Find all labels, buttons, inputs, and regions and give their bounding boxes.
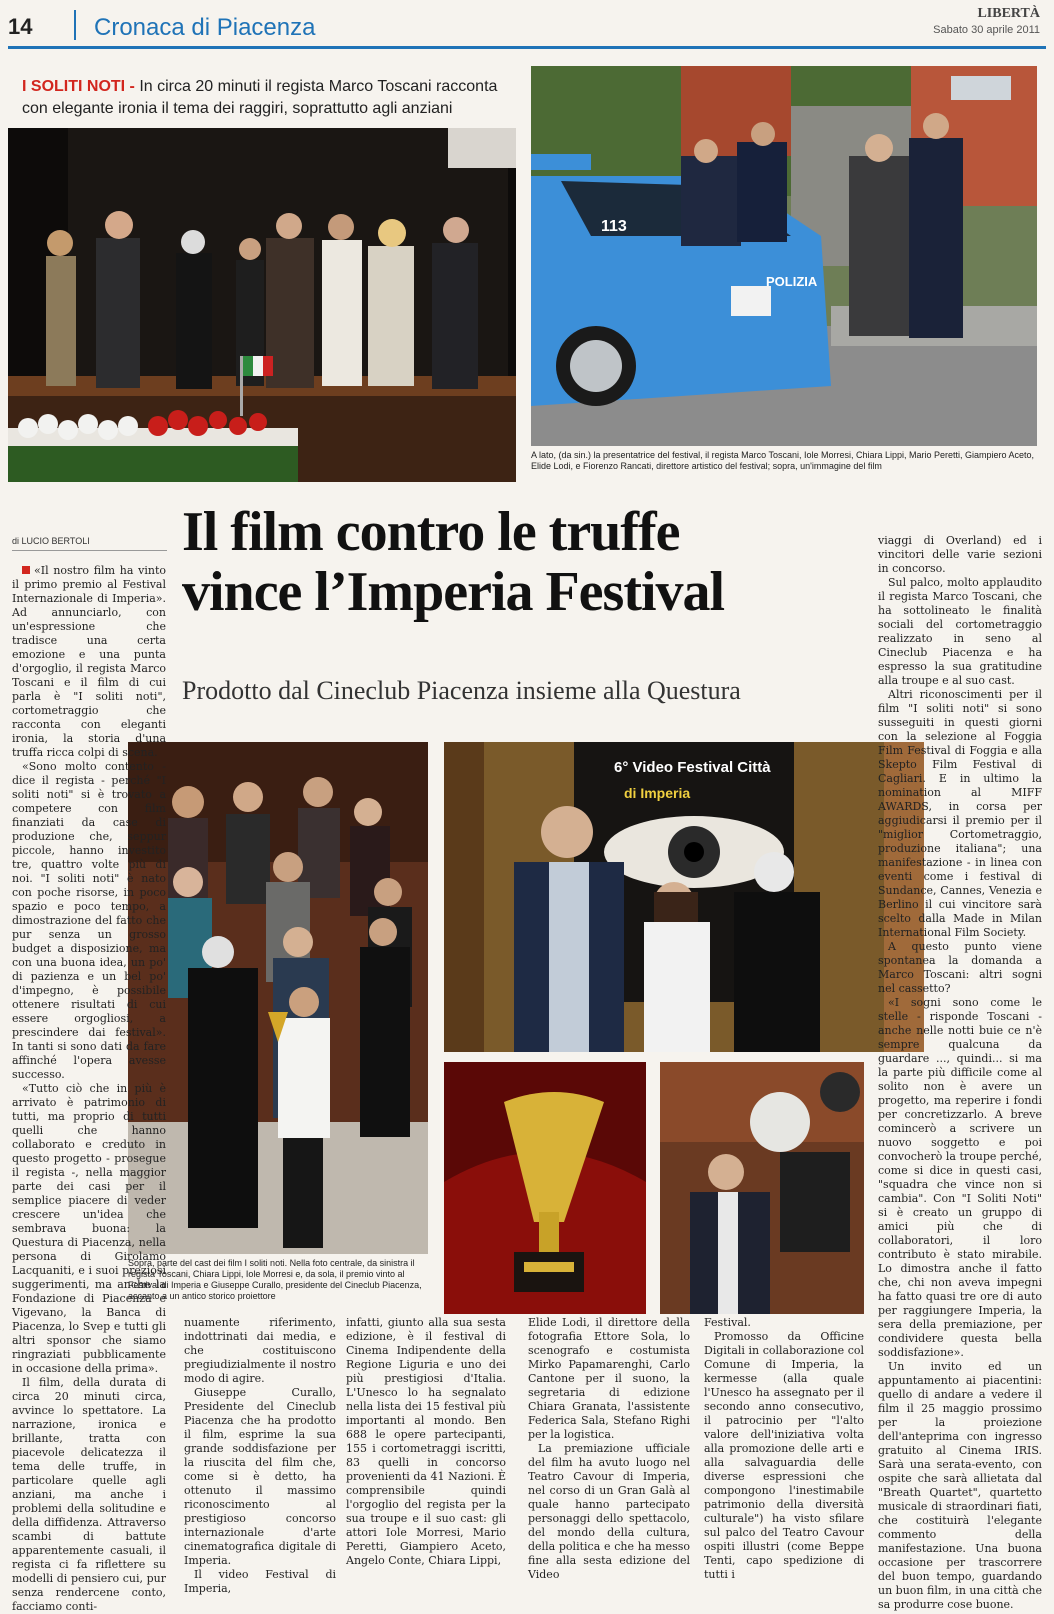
paragraph: Il video Festival di Imperia, (184, 1568, 336, 1595)
header-rule (8, 46, 1046, 49)
article-column-4 (528, 1316, 690, 1581)
page-number: 14 (8, 14, 33, 39)
paragraph: Sul palco, molto applaudito il regista Marco Toscani, che ha sottolineato le finalità sociali del cortometraggio realizzato in seno al Cineclub Piacenza e ha espresso la sua gratitudine alla troupe e al suo cast. (878, 576, 1042, 687)
article-column-2 (184, 1316, 336, 1595)
projector-photo (660, 1062, 864, 1314)
middle-photo-caption: Sopra, parte del cast dei film I soliti noti. Nella foto centrale, da sinistra il regista Toscani, Chiara Lippi, Iole Morresi e, da sola, il premio vinto al Festival di Imperia e Giuseppe Curallo, presidente del Cineclub Piacenza, accanto a un antico storico proiettore (128, 1258, 422, 1301)
article-start-marker (22, 566, 30, 574)
trophy-photo (444, 1062, 646, 1314)
paragraph: Promosso da Officine Digitali in collaborazione col Comune di Imperia, la kermesse (alla quale l'Unesco ha assegnato per il secondo anno consecutivo, il patrocinio per "l'alto valore dell'iniziativa volta alla promozione delle arti e alla salvaguardia delle diverse espressioni che compongono l'inestimabile patrimonio della diversità culturale") ha visto sfilare sul palco del Teatro Cavour ospiti illustri (come Beppe Tenti, capo spedizione di tutti i (704, 1330, 864, 1581)
paragraph: Altri riconoscimenti per il film "I soliti noti" si sono susseguiti in questi giorni con la selezione al Foggia Film Festival di Foggia e alla Skepto Film Festival di Cagliari. E in ultimo la nomination al MIFF AWARDS, in corsa per aggiudicarsi il premio per il "miglior Cortometraggio, produzione italiana"; una manifestazione - in linea con eventi come i festival di Sundance, Cannes, Venezia e Berlino il cui vincitore sarà scelto dalla Made in Milan International Film Society. (878, 688, 1042, 939)
paragraph: viaggi di Overland) ed i vincitori delle varie sezioni in concorso. (878, 534, 1042, 575)
paragraph: infatti, giunto alla sua sesta edizione, è il festival di Cinema Indipendente della Regione Liguria e uno dei più prestigiosi d'Italia. L'Unesco lo ha segnalato nella lista dei 15 festival più importanti al mondo. Ben 688 le opere partecipanti, 155 i cortometraggi iscritti, 83 quelli in concorso provenienti da 41 Nazioni. È comprensibile quindi l'orgoglio del regista per la sua troupe e il suo cast: gli attori Iole Morresi, Mario Peretti, Giampiero Aceto, Angelo Conte, Chiara Lippi, (346, 1316, 506, 1567)
kicker-text: In circa 20 minuti il regista Marco Toscani racconta con elegante ironia il tema dei raggiri, soprattutto agli anziani (22, 78, 498, 117)
byline: di LUCIO BERTOLI (12, 536, 90, 546)
paragraph: «Tutto ciò che in più è arrivato è patrimonio di tutti, ma proprio di tutti quelli che hanno collaborato e creduto in questo progetto - prosegue il regista -, nella maggior parte dei casi per il semplice piacere di veder crescere un'idea che sembrava buona: la Questura di Piacenza, nella persona di Girolamo Lacquaniti, e i suoi preziosi suggerimenti, ma anche la Fondazione di Piacenza e Vigevano, la Banca di Piacenza, lo Svep e tutti gli altri sponsor che siamo ringraziati pubblicamente in occasione della prima». (12, 1082, 166, 1375)
top-photo-caption: A lato, (da sin.) la presentatrice del festival, il regista Marco Toscani, Iole Morresi, Chiara Lippi, Mario Peretti, Giampiero Aceto, Elide Lodi, e Fiorenzo Rancati, direttore artistico del festival; sopra, un'immagine del film (531, 450, 1035, 471)
festival-banner-line2: di Imperia (624, 785, 691, 801)
paragraph: Elide Lodi, il direttore della fotografia Ettore Sola, lo scenografo e costumista Mirko Papamarenghi, Carlo Cantone per il suono, la segretaria di edizione Chiara Granata, l'assistente Federica Sala, Stefano Righi per la logistica. (528, 1316, 690, 1441)
stage-photo (8, 128, 516, 482)
paragraph: La premiazione ufficiale del film ha avuto luogo nel Teatro Cavour di Imperia, nel corso di un Gran Galà al quale hanno partecipato personaggi dello spettacolo, del mondo della cultura, della politica e che ha messo fine alla sesta edizione del Video (528, 1442, 690, 1581)
paragraph: nuamente riferimento, indottrinati dai media, e che costituiscono pregiudizialmente il nostro modo di agire. (184, 1316, 336, 1385)
issue-date: Sabato 30 aprile 2011 (933, 24, 1040, 36)
festival-banner-line1: 6° Video Festival Città (614, 759, 771, 776)
headline (182, 502, 862, 622)
paragraph: «Il nostro film ha vinto il primo premio al Festival Internazionale di Imperia». Ad annunciarlo, con un'espressione che tradisce una certa emozione e una punta d'orgoglio, il regista Marco Toscani e il film di cui parla è "I soliti noti", cortometraggio che racconta con eleganti ironia, la storia d'una truffa ricca colpi di scena. (12, 564, 166, 759)
cast-group-photo (128, 742, 428, 1254)
paragraph: Un invito ed un appuntamento ai piacentini: quello di andare a vedere il film il 25 maggio prossimo per la proiezione dell'anteprima con ingresso gratuito al Cinema IRIS. Sarà una serata-evento, con ospite che sarà allietata dal "Breath Quartet", quartetto musicale di straordinari fiati, che costituirà l'elegante commento della manifestazione. Una buona occasione per trascorrere del buon tempo, guardando un buon film, in una città che sa produrre cose buone. (878, 1360, 1042, 1611)
headline-line-2: vince l’Imperia Festival (182, 561, 725, 623)
article-column-3 (346, 1316, 506, 1567)
article-column-1 (12, 564, 166, 1613)
kicker-label: I SOLITI NOTI (22, 78, 126, 95)
header-separator (74, 10, 76, 40)
paragraph: «Sono molto contento - dice il regista - perché "I soliti noti" si è trovato a competere con film finanziati da case di produzione che, seppur piccole, hanno investito tre, quattro volte più di noi. "I soliti noti" è nato con poche risorse, in poco spazio e poco tempo, a dimostrazione del fatto che pur senza un grosso budget a disposizione, ma con una buona idea, un po' di pazienza e un bel po' d'impegno, è possibile ottenere risultati di cui essere orgogliosi, a prescindere dai festival». In tanti si sono dati da fare affinché l'opera avesse successo. (12, 760, 166, 1081)
police-car-photo (531, 66, 1037, 446)
byline-rule (12, 550, 167, 551)
festival-photo (444, 742, 924, 1052)
subheadline: Prodotto dal Cineclub Piacenza insieme alla Questura (182, 676, 741, 705)
kicker (22, 76, 512, 120)
police-car-number: 113 (601, 218, 627, 235)
paragraph: Giuseppe Curallo, Presidente del Cineclub Piacenza che ha prodotto il film, esprime la sua grande soddisfazione per la riuscita del film che, come si è detto, ha ottenuto il massimo riconoscimento al prestigioso concorso internazionale d'arte cinematografica digitale di Imperia. (184, 1386, 336, 1567)
article-column-6 (878, 534, 1042, 1611)
headline-line-1: Il film contro le truffe (182, 501, 680, 563)
police-car-text: POLIZIA (766, 274, 818, 289)
newspaper-logo: LIBERTÀ (977, 6, 1040, 21)
paragraph: A questo punto viene spontanea la domanda a Marco Toscani: altri sogni nel cassetto? (878, 940, 1042, 995)
paragraph: Il film, della durata di circa 20 minuti circa, avvince lo spettatore. La narrazione, ironica e brillante, tratta con piacevole delicatezza il tema delle truffe, in particolare quelle agli anziani, ma anche i problemi della solitudine e della diffidenza. Attraverso scambi di battute apparentemente casuali, il regista ci fa riflettere su modelli di pensiero cui, pur senza rendercene conto, facciamo conti- (12, 1376, 166, 1613)
paragraph: Festival. (704, 1316, 751, 1329)
article-column-5 (704, 1316, 864, 1581)
kicker-separator: - (125, 78, 140, 95)
section-title: Cronaca di Piacenza (94, 14, 316, 41)
paragraph: «I sogni sono come le stelle - risponde Toscani - anche nelle notti buie ce n'è sempre qualcuna da guardare ..., quindi... si ma la parte più difficile come al solito non è avere un progetto, ma reperire i fondi per concretizzarlo. A breve comincerò a scrivere un nuovo soggetto e poi convocherò la troupe perché, come si dice in questi casi, "squadra che vince non si cambia". Con "I Soliti Noti" si è creato un gruppo di amici più che di collaboratori, il loro contributo è stato mirabile. Lo dimostra anche il fatto che, chi non aveva impegni ha fatto quasi tre ore di auto per raggiungere Imperia, la sera della premiazione, per condividere questa bella soddisfazione». (878, 996, 1042, 1359)
